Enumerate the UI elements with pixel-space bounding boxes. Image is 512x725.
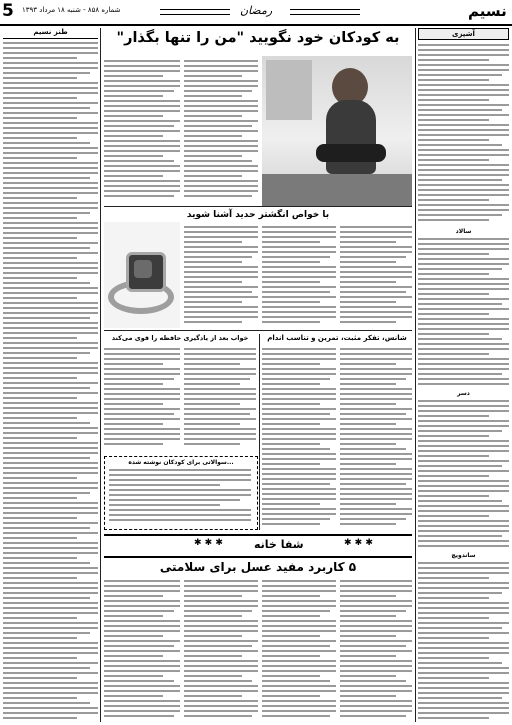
satire-title: طنز نسیم bbox=[3, 28, 98, 39]
honey-article-title: ۵ کاربرد مفید عسل برای سلامتی bbox=[159, 560, 357, 574]
cooking-sub-3: ساندویچ bbox=[451, 552, 476, 559]
main-article-text-1 bbox=[184, 60, 258, 200]
masthead bbox=[0, 0, 512, 26]
header-ornament-left bbox=[160, 9, 230, 15]
shafa-title: شفا خانه bbox=[254, 538, 304, 551]
thinking-divider bbox=[259, 334, 260, 530]
ring-article-rule bbox=[104, 330, 412, 331]
children-box-title: ...سوالاتی برای کودکان نوشته شده bbox=[128, 459, 234, 466]
boy-photo bbox=[262, 56, 412, 206]
section-label: رمضان bbox=[240, 4, 273, 17]
thinking-article-title: شانس، تفکر مثبت، تمرین و تناسب اندام bbox=[267, 334, 407, 342]
ring-article-text-1 bbox=[340, 226, 412, 326]
sleep-article-text-1 bbox=[184, 348, 256, 452]
newspaper-logo: نسیم bbox=[468, 2, 507, 20]
column-rule-right bbox=[415, 28, 416, 722]
shafa-banner bbox=[104, 534, 412, 558]
shafa-stars-left: ✱ ✱ ✱ bbox=[194, 538, 223, 548]
thinking-article-text-2 bbox=[262, 348, 336, 528]
cooking-sub-2: دسر bbox=[457, 390, 470, 397]
honey-article-text-4 bbox=[104, 580, 180, 720]
main-article-rule bbox=[104, 206, 412, 207]
satire-text bbox=[3, 42, 98, 722]
shafa-stars-right: ✱ ✱ ✱ bbox=[344, 538, 373, 548]
left-column bbox=[3, 28, 98, 722]
column-rule-left bbox=[100, 28, 101, 722]
header-ornament-right bbox=[290, 9, 360, 15]
honey-article-text-3 bbox=[184, 580, 258, 720]
main-article-title: به کودکان خود نگویید "من را تنها بگذار" bbox=[116, 30, 400, 46]
page-number: 5 bbox=[2, 1, 14, 21]
cooking-sub-1: سالاد bbox=[455, 228, 472, 235]
ring-article-title: با خواص انگشتر حدید آشنا شوید bbox=[186, 210, 330, 220]
children-box bbox=[104, 456, 258, 530]
cooking-text-2 bbox=[418, 238, 509, 388]
right-column bbox=[418, 28, 509, 722]
cooking-text-4 bbox=[418, 562, 509, 722]
issue-date: شماره ۸۵۸ - شنبه ۱۸ مرداد ۱۳۹۳ bbox=[22, 6, 121, 14]
cooking-text-1 bbox=[418, 44, 509, 224]
honey-article-text-2 bbox=[262, 580, 336, 720]
honey-article-text-1 bbox=[340, 580, 412, 720]
cooking-text-3 bbox=[418, 400, 509, 550]
sleep-article-title: خواب بعد از یادگیری حافظه را قوی می‌کند bbox=[111, 334, 249, 342]
children-box-text bbox=[109, 469, 251, 525]
main-article-text-2 bbox=[104, 60, 180, 200]
sleep-article-text-2 bbox=[104, 348, 180, 452]
ring-article-text-3 bbox=[184, 226, 258, 326]
ring-photo bbox=[104, 222, 180, 328]
cooking-title: آشپزی bbox=[418, 28, 509, 40]
thinking-article-text-1 bbox=[340, 348, 412, 528]
ring-article-text-2 bbox=[262, 226, 336, 326]
